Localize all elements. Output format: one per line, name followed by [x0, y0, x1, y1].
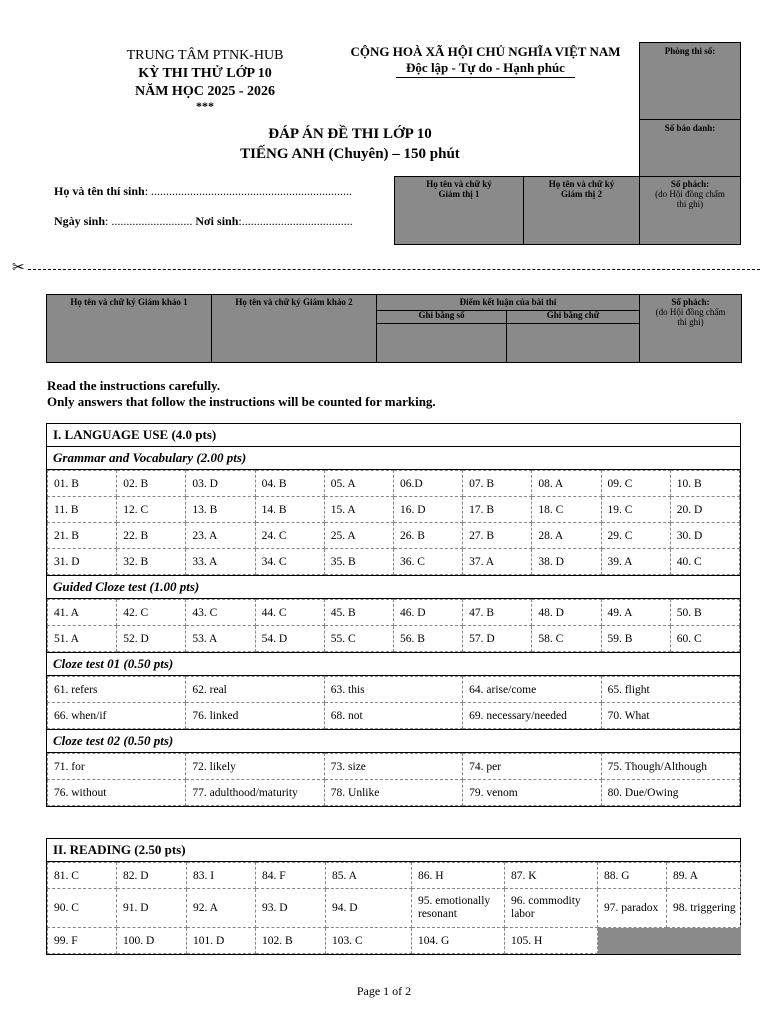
answer-cell: 102. B [256, 928, 326, 954]
answer-cell: 96. commodity labor [505, 889, 598, 928]
table-row [48, 497, 740, 523]
answer-cell: 68. not [324, 703, 462, 729]
answer-cell: 70. What [601, 703, 739, 729]
center-line: TRUNG TÂM PTNK-HUB [126, 48, 284, 63]
answer-cell: 84. F [256, 863, 326, 889]
answer-cell: 58. C [532, 626, 601, 652]
table-row [48, 889, 741, 928]
answer-cell: 28. A [532, 523, 601, 549]
answer-cell: 55. C [324, 626, 393, 652]
answer-cell: 74. per [463, 754, 601, 780]
sophach2-note: (do Hội đồng chấm thi ghi) [655, 307, 726, 327]
instruction-line: Only answers that follow the instructions will be counted for marking. [47, 394, 436, 409]
dob-label: Ngày sinh [54, 214, 106, 228]
candidate-name-row [54, 184, 352, 199]
answer-cell: 15. A [324, 497, 393, 523]
answer-cell: 98. triggering [667, 889, 741, 928]
ghi-chu-label: Ghi bằng chữ [507, 310, 639, 324]
answer-cell: 11. B [48, 497, 117, 523]
national-title [338, 44, 633, 78]
answer-cell: 39. A [601, 549, 670, 575]
scissors-icon: ✂ [12, 260, 25, 276]
answer-cell: 08. A [532, 471, 601, 497]
answer-cell: 02. B [117, 471, 186, 497]
answer-cell: 64. arise/come [463, 677, 601, 703]
answer-cell: 31. D [48, 549, 117, 575]
answer-cell: 13. B [186, 497, 255, 523]
table-row [48, 626, 740, 652]
answer-cell: 56. B [393, 626, 462, 652]
table-row [48, 863, 741, 889]
answer-cell: 19. C [601, 497, 670, 523]
answer-cell: 44. C [255, 600, 324, 626]
answer-cell: 100. D [117, 928, 187, 954]
answer-cell: 49. A [601, 600, 670, 626]
answer-cell: 10. B [670, 471, 739, 497]
answer-cell: 35. B [324, 549, 393, 575]
answer-cell: 75. Though/Although [601, 754, 739, 780]
answer-cell: 14. B [255, 497, 324, 523]
answer-cell: 27. B [463, 523, 532, 549]
answer-cell: 77. adulthood/maturity [186, 780, 324, 806]
answer-cell: 36. C [393, 549, 462, 575]
gt2-label: Họ tên và chữ ký Giám thị 2 [548, 179, 615, 199]
gk2-cell [212, 295, 377, 362]
grey-filler-cell [598, 928, 741, 954]
dob-field[interactable]: : ........................... [105, 214, 193, 228]
page-footer: Page 1 of 2 [356, 984, 412, 998]
answer-cell: 80. Due/Owing [601, 780, 739, 806]
answer-cell: 47. B [463, 600, 532, 626]
sophach-label: Số phách: [670, 179, 710, 189]
sophach-box [639, 176, 741, 245]
answer-cell: 06.D [393, 471, 462, 497]
exam-line: KỲ THI THỬ LỚP 10 [138, 66, 272, 81]
dob-row [54, 214, 353, 229]
answer-cell: 87. K [505, 863, 598, 889]
answer-cell: 42. C [117, 600, 186, 626]
answer-cell: 20. D [670, 497, 739, 523]
gv-table [47, 470, 740, 575]
answer-cell: 88. G [598, 863, 667, 889]
answer-cell: 12. C [117, 497, 186, 523]
answer-cell: 43. C [186, 600, 255, 626]
answer-cell: 22. B [117, 523, 186, 549]
motto: Độc lập - Tự do - Hạnh phúc [396, 60, 575, 78]
sbd-label: Số báo danh: [664, 123, 716, 133]
answer-cell: 81. C [48, 863, 117, 889]
subsection-title: Guided Cloze test (1.00 pts) [47, 575, 740, 599]
answer-cell: 91. D [117, 889, 187, 928]
answer-cell: 103. C [326, 928, 412, 954]
answer-cell: 29. C [601, 523, 670, 549]
table-row [48, 523, 740, 549]
country-name: CỘNG HOÀ XÃ HỘI CHỦ NGHĨA VIỆT NAM [350, 44, 621, 59]
answer-cell: 04. B [255, 471, 324, 497]
sophach-note: (do Hội đồng chấm thi ghi) [655, 189, 725, 209]
answer-cell: 25. A [324, 523, 393, 549]
subsection-title: Grammar and Vocabulary (2.00 pts) [47, 447, 740, 470]
answer-cell: 60. C [670, 626, 739, 652]
diem-cell [377, 295, 640, 362]
table-row [48, 928, 741, 954]
pob-label: Nơi sinh [195, 214, 239, 228]
table-row [48, 549, 740, 575]
answer-cell: 24. C [255, 523, 324, 549]
answer-cell: 79. venom [463, 780, 601, 806]
answer-cell: 05. A [324, 471, 393, 497]
answer-cell: 69. necessary/needed [463, 703, 601, 729]
language-use-section [46, 423, 741, 807]
answer-cell: 46. D [393, 600, 462, 626]
cut-line [28, 269, 760, 270]
answer-cell: 09. C [601, 471, 670, 497]
page-subtitle: TIẾNG ANH (Chuyên) – 150 phút [240, 146, 460, 162]
answer-cell: 26. B [393, 523, 462, 549]
answer-cell: 101. D [187, 928, 256, 954]
answer-cell: 32. B [117, 549, 186, 575]
answer-cell: 54. D [255, 626, 324, 652]
answer-cell: 33. A [186, 549, 255, 575]
table-row [48, 677, 740, 703]
answer-cell: 23. A [186, 523, 255, 549]
answer-cell: 86. H [412, 863, 505, 889]
answer-cell: 71. for [48, 754, 186, 780]
answer-cell: 90. C [48, 889, 117, 928]
gk1-cell [47, 295, 212, 362]
answer-cell: 89. A [667, 863, 741, 889]
page-title: ĐÁP ÁN ĐỀ THI LỚP 10 [268, 126, 432, 142]
center-name [90, 47, 320, 111]
diem-label: Điểm kết luận của bài thi [377, 297, 639, 311]
table-row [48, 471, 740, 497]
gk1-label: Họ tên và chữ ký Giám khảo 1 [70, 297, 188, 307]
year-line: NĂM HỌC 2025 - 2026 [135, 84, 275, 99]
room-box [639, 42, 741, 120]
answer-cell: 73. size [324, 754, 462, 780]
sophach2-label: Số phách: [671, 297, 710, 307]
section-title: II. READING (2.50 pts) [47, 839, 740, 862]
answer-cell: 03. D [186, 471, 255, 497]
table-row [48, 780, 740, 806]
answer-cell: 104. G [412, 928, 505, 954]
gt2-box [523, 176, 640, 245]
sophach2-cell [640, 295, 741, 362]
marking-box [46, 294, 742, 363]
answer-cell: 92. A [187, 889, 256, 928]
answer-cell: 63. this [324, 677, 462, 703]
answer-cell: 61. refers [48, 677, 186, 703]
gt1-label: Họ tên và chữ ký Giám thị 1 [426, 179, 492, 199]
answer-cell: 37. A [463, 549, 532, 575]
answer-cell: 93. D [256, 889, 326, 928]
answer-cell: 48. D [532, 600, 601, 626]
answer-cell: 57. D [463, 626, 532, 652]
answer-cell: 99. F [48, 928, 117, 954]
answer-cell: 85. A [326, 863, 412, 889]
name-label: Họ và tên thí sinh [54, 184, 145, 198]
exam-title [200, 124, 500, 164]
answer-cell: 30. D [670, 523, 739, 549]
subsection-title: Cloze test 02 (0.50 pts) [47, 729, 740, 753]
answer-cell: 53. A [186, 626, 255, 652]
sbd-box [639, 119, 741, 177]
name-field[interactable]: : ................................................................... [144, 184, 353, 198]
answer-cell: 82. D [117, 863, 187, 889]
answer-cell: 38. D [532, 549, 601, 575]
answer-cell: 83. I [187, 863, 256, 889]
answer-cell: 41. A [48, 600, 117, 626]
answer-cell: 76. linked [186, 703, 324, 729]
c2-table [47, 753, 740, 806]
section-title: I. LANGUAGE USE (4.0 pts) [47, 424, 740, 447]
answer-cell: 51. A [48, 626, 117, 652]
gc-table [47, 599, 740, 652]
answer-cell: 01. B [48, 471, 117, 497]
answer-cell: 52. D [117, 626, 186, 652]
ghi-so-cell [377, 310, 507, 362]
answer-cell: 97. paradox [598, 889, 667, 928]
answer-cell: 59. B [601, 626, 670, 652]
answer-cell: 62. real [186, 677, 324, 703]
gt1-box [394, 176, 524, 245]
answer-cell: 17. B [463, 497, 532, 523]
answer-cell: 105. H [505, 928, 598, 954]
answer-cell: 45. B [324, 600, 393, 626]
table-row [48, 754, 740, 780]
room-label: Phòng thi số: [664, 46, 716, 56]
answer-cell: 16. D [393, 497, 462, 523]
answer-cell: 07. B [463, 471, 532, 497]
answer-cell: 66. when/if [48, 703, 186, 729]
reading-section [46, 838, 741, 955]
c1-table [47, 676, 740, 729]
answer-cell: 78. Unlike [324, 780, 462, 806]
stars: *** [196, 99, 214, 113]
reading-table [47, 862, 741, 954]
ghi-chu-cell [507, 310, 639, 362]
subsection-title: Cloze test 01 (0.50 pts) [47, 652, 740, 676]
answer-cell: 76. without [48, 780, 186, 806]
answer-cell: 50. B [670, 600, 739, 626]
table-row [48, 703, 740, 729]
answer-cell: 34. C [255, 549, 324, 575]
ghi-so-label: Ghi bằng số [377, 310, 506, 324]
answer-cell: 72. likely [186, 754, 324, 780]
answer-cell: 65. flight [601, 677, 739, 703]
answer-cell: 94. D [326, 889, 412, 928]
answer-cell: 40. C [670, 549, 739, 575]
answer-cell: 21. B [48, 523, 117, 549]
instructions [47, 378, 436, 410]
answer-cell: 18. C [532, 497, 601, 523]
answer-cell: 95. emotionally resonant [412, 889, 505, 928]
pob-field[interactable]: :..................................... [238, 214, 353, 228]
table-row [48, 600, 740, 626]
instruction-line: Read the instructions carefully. [47, 378, 221, 393]
gk2-label: Họ tên và chữ ký Giám khảo 2 [235, 297, 353, 307]
